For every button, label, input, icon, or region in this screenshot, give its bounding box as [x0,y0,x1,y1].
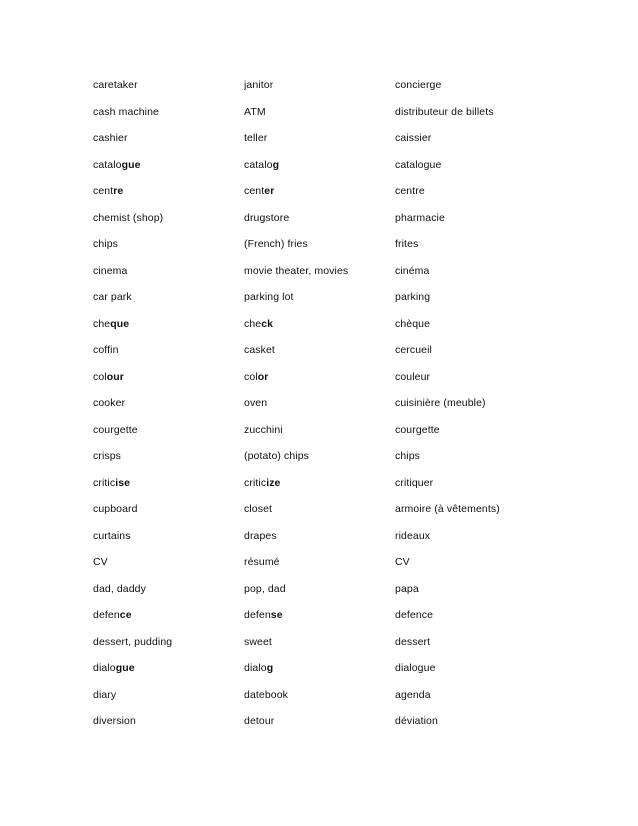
british-term-cell [93,152,244,179]
term-part: dialo [244,662,267,674]
french-term-cell: agenda [395,688,431,701]
vocabulary-table-body [93,72,553,735]
table-row [93,629,553,656]
french-term-cell: courgette [395,423,440,436]
term-part: dessert, pudding [93,635,173,648]
spelling-difference: ce [119,609,132,621]
spelling-difference: g [272,158,280,171]
term-part: oven [244,397,268,409]
spelling-difference: gue [121,158,141,171]
term-part: crisps [93,450,122,462]
table-row [93,205,553,232]
term-part: detour [244,715,275,727]
french-term-cell: frites [395,238,419,250]
term-part: cent [93,185,114,197]
american-term-cell [244,576,395,603]
term-part: cash machine [93,105,159,118]
french-term-cell: centre [395,185,425,197]
american-term-cell [244,337,395,364]
british-term-cell [93,496,244,523]
term-part: casket [244,344,275,356]
american-term-cell [244,602,395,629]
term-part: diary [93,688,117,701]
term-part: (French) fries [244,238,308,250]
table-row [93,470,553,497]
american-term-cell [244,231,395,258]
table-row [93,178,553,205]
british-term-cell [93,443,244,470]
british-term-cell [93,72,244,99]
british-term-cell [93,99,244,126]
term-part: col [244,370,258,383]
french-term-cell: critiquer [395,476,434,489]
term-part: datebook [244,688,289,701]
american-term-cell [244,708,395,735]
american-term-cell [244,72,395,99]
french-term-cell: CV [395,556,410,568]
term-part: curtains [93,529,131,542]
american-term-cell [244,311,395,338]
british-term-cell [93,602,244,629]
spelling-difference: gue [115,662,135,674]
table-row [93,284,553,311]
american-term-cell [244,496,395,523]
french-term-cell: couleur [395,370,431,383]
term-part: col [93,370,107,383]
british-term-cell [93,655,244,682]
table-row [93,708,553,735]
spelling-difference: ize [266,476,281,489]
term-part: drugstore [244,211,290,224]
table-row [93,231,553,258]
american-term-cell [244,258,395,285]
british-term-cell [93,125,244,152]
french-term-cell: cinéma [395,264,430,277]
term-part: chemist (shop) [93,211,164,224]
term-part: (potato) chips [244,450,310,462]
term-part: che [244,317,262,330]
spelling-difference: re [113,185,124,197]
american-term-cell [244,523,395,550]
french-term-cell: defence [395,609,434,621]
term-part: che [93,317,111,330]
term-part: cupboard [93,503,138,515]
table-row [93,337,553,364]
table-row [93,576,553,603]
british-term-cell [93,364,244,391]
table-row [93,443,553,470]
british-term-cell [93,417,244,444]
term-part: cooker [93,397,126,409]
french-term-cell: distributeur de billets [395,105,494,118]
american-term-cell [244,205,395,232]
term-part: car park [93,291,132,303]
french-term-cell: pharmacie [395,211,445,224]
spelling-difference: se [270,609,283,621]
table-row [93,311,553,338]
term-part: drapes [244,529,277,542]
spelling-difference: er [264,185,275,197]
table-row [93,496,553,523]
term-part: pop, dad [244,582,286,595]
term-part: chips [93,238,119,250]
term-part: parking lot [244,291,294,303]
american-term-cell [244,152,395,179]
american-term-cell [244,655,395,682]
table-row [93,125,553,152]
term-part: dialo [93,662,116,674]
british-term-cell [93,284,244,311]
american-term-cell [244,390,395,417]
table-row [93,72,553,99]
american-term-cell [244,417,395,444]
british-term-cell [93,576,244,603]
term-part: janitor [244,79,274,91]
american-term-cell [244,284,395,311]
spelling-difference: ck [261,317,274,330]
british-term-cell [93,390,244,417]
american-term-cell [244,682,395,709]
spelling-difference: our [106,370,124,383]
term-part: CV [93,556,108,568]
british-term-cell [93,523,244,550]
term-part: movie theater, movies [244,264,349,277]
french-term-cell: parking [395,291,431,303]
term-part: critic [244,476,267,489]
french-term-cell: chips [395,450,421,462]
american-term-cell [244,178,395,205]
british-term-cell [93,682,244,709]
term-part: caretaker [93,79,138,91]
term-part: coffin [93,344,119,356]
table-row [93,417,553,444]
american-term-cell [244,470,395,497]
american-term-cell [244,364,395,391]
table-row [93,549,553,576]
table-row [93,99,553,126]
table-row [93,602,553,629]
american-term-cell [244,443,395,470]
french-term-cell: concierge [395,79,442,91]
spelling-difference: g [266,662,274,674]
table-row [93,364,553,391]
american-term-cell [244,125,395,152]
term-part: cashier [93,132,128,144]
british-term-cell [93,549,244,576]
table-row [93,152,553,179]
american-term-cell [244,629,395,656]
american-term-cell [244,549,395,576]
table-row [93,258,553,285]
term-part: teller [244,132,268,144]
british-term-cell [93,311,244,338]
term-part: defen [93,609,120,621]
term-part: diversion [93,715,136,727]
british-term-cell [93,258,244,285]
french-term-cell: cercueil [395,344,432,356]
table-row [93,655,553,682]
french-term-cell: catalogue [395,158,442,171]
vocabulary-table [93,72,553,735]
british-term-cell [93,178,244,205]
american-term-cell [244,99,395,126]
table-row [93,523,553,550]
french-term-cell: cuisinière (meuble) [395,397,486,409]
french-term-cell: papa [395,582,419,595]
term-part: catalo [244,158,273,171]
term-part: defen [244,609,271,621]
french-term-cell: dessert [395,635,431,648]
term-part: critic [93,476,116,489]
spelling-difference: or [257,370,269,383]
french-term-cell: caissier [395,132,432,144]
term-part: ATM [244,105,266,118]
french-term-cell: dialogue [395,662,436,674]
british-term-cell [93,337,244,364]
british-term-cell [93,470,244,497]
term-part: résumé [244,556,280,568]
french-term-cell: armoire (à vêtements) [395,503,500,515]
term-part: dad, daddy [93,582,146,595]
british-term-cell [93,205,244,232]
french-term-cell: rideaux [395,529,431,542]
term-part: sweet [244,635,272,648]
term-part: closet [244,503,273,515]
british-term-cell [93,708,244,735]
term-part: zucchini [244,423,283,436]
british-term-cell [93,231,244,258]
term-part: cent [244,185,265,197]
term-part: catalo [93,158,122,171]
table-row [93,682,553,709]
spelling-difference: que [110,317,130,330]
french-term-cell: déviation [395,715,438,727]
french-term-cell: chèque [395,317,431,330]
british-term-cell [93,629,244,656]
table-row [93,390,553,417]
term-part: cinema [93,264,128,277]
term-part: courgette [93,423,138,436]
spelling-difference: ise [115,476,131,489]
